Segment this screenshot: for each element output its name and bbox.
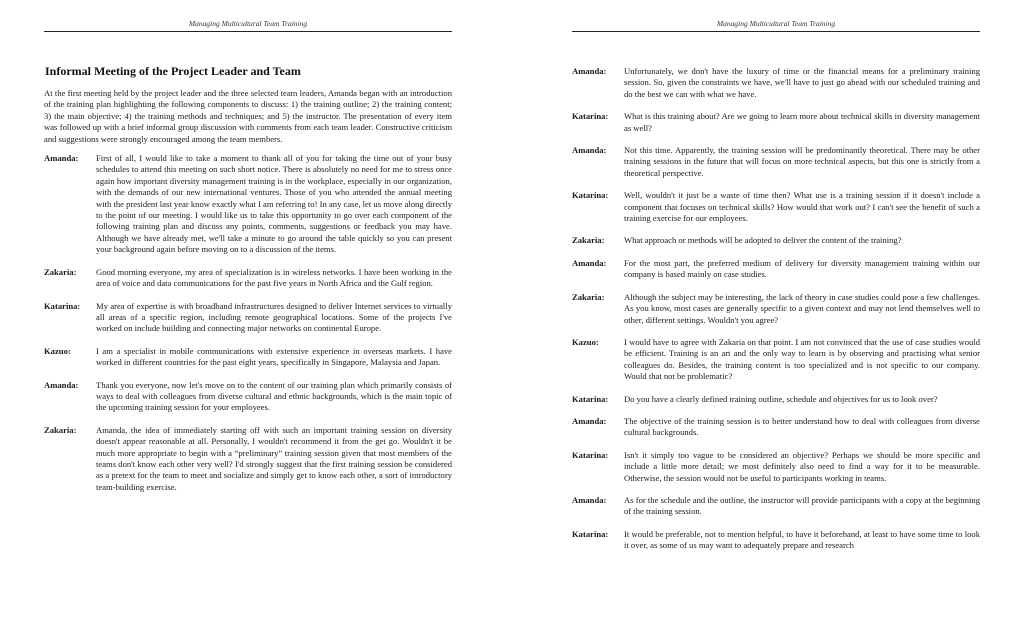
speaker-name: Amanda: [572,415,607,426]
speech-text: It would be preferable, not to mention helpful, to have it beforehand, at least to have some time to look it over, as some of us may want to adequately prepare and research [624,528,980,551]
dialogue-entry [572,235,980,246]
speech-text: What approach or methods will be adopted to deliver the content of the training? [624,235,902,246]
dialogue-entry [572,292,980,326]
right-content [572,66,980,563]
speech-text: What is this training about? Are we going to learn more about technical skills in diversity management as well? [624,111,980,133]
speech-text: Unfortunately, we don't have the luxury of time or the financial means for a preliminary training session. So, given the constraints we have, we'll have to just go ahead with our scheduled training and do the best we can with what we have. [624,66,980,99]
dialogue-entry [572,111,980,134]
speaker-name: Zakaria: [572,291,605,302]
dialogue-entry [44,425,452,493]
dialogue-entry [44,267,452,290]
dialogue-entry [572,450,980,484]
dialogue-entry [572,337,980,383]
speaker-name: Kazuo: [572,336,599,347]
dialogue-entry [44,346,452,369]
speech-text: Do you have a clearly defined training outline, schedule and objectives for us to look over? [624,393,938,404]
dialogue-entry [44,380,452,414]
running-header: Managing Multicultural Team Training [188,19,308,28]
speech-text: Thank you everyone, now let's move on to the content of our training plan which primarily consists of ways to deal with colleagues from diverse cultural and ethnic backgrounds, which is the main topic of the upcoming training session for your employees. [96,379,452,413]
speaker-name: Katarina: [572,393,609,404]
right-page [572,0,980,625]
speaker-name: Amanda: [44,379,79,390]
speaker-name: Zakaria: [572,235,605,246]
speaker-name: Kazuo: [44,345,71,356]
speaker-name: Amanda: [572,494,607,505]
speech-text: First of all, I would like to take a moment to thank all of you for taking the time out of your busy schedules to attend this meeting on such short notice. There is absolutely no need for me to stress once again how important diversity management training is in the workplace, especially in our organization, with the demands of our new international ventures. Those of you who attended the annual meeting with the president last year know exactly what I am referring to! In any case, let us move along directly to the point of our meeting. I would like us to take this opportunity to go over each component of the following training plan and discuss any points, comments, suggestions or feedback you may have. Although we have already met, we'll take a minute to go around the table quickly so you can present your background again before moving on to a discussion of the items. [96,153,452,255]
dialogue-entry [572,529,980,552]
speaker-name: Katarina: [572,449,609,460]
intro-paragraph: At the first meeting held by the project leader and the three selected team leaders, Amanda began with an introduction of the training plan highlighting the following components to discuss: 1) the training outline; 2) the training content; 3) the main objective; 4) the training methods and techniques; and 5) the instructor. The presentation of every item was followed up with a brief informal group discussion with comments from each team leader. Constructive criticism and suggestions were strongly encouraged among the team members. [44,88,452,144]
speech-text: As for the schedule and the outline, the instructor will provide participants with a copy at the beginning of the training session. [624,494,980,517]
speaker-name: Amanda: [44,153,79,164]
dialogue-entry [572,190,980,224]
section-title: Informal Meeting of the Project Leader and Team [45,64,301,78]
speaker-name: Zakaria: [44,424,77,435]
dialogue-entry [44,153,452,256]
dialogue-entry [572,258,980,281]
speech-text: Not this time. Apparently, the training session will be predominantly theoretical. There may be other training sessions in the future that will focus on more technical aspects, but this one is strictly from a theoretical perspective. [624,145,980,178]
speaker-name: Amanda: [572,66,607,76]
header-rule [44,31,452,32]
dialogue-entry [572,394,980,405]
dialogue-entry [572,495,980,518]
speech-text: The objective of the training session is to better understand how to deal with colleagues from diverse cultural backgrounds. [624,415,980,438]
dialogue-entry [572,416,980,439]
speaker-name: Katarina: [44,300,81,311]
speaker-name: Katarina: [572,528,609,539]
speaker-name: Katarina: [572,111,609,122]
speaker-name: Katarina: [572,190,609,201]
speech-text: I am a specialist in mobile communications with extensive experience in overseas markets. I have worked in different countries for the past eight years, specifically in Singapore, Malaysia and Japan. [96,345,452,368]
left-page [44,0,452,625]
speech-text: I would have to agree with Zakaria on that point. I am not convinced that the use of case studies would be efficient. Training is an art and the only way to learn is by observing and practising what senior colleagues do. Besides, the training content is too specialized and is not specific to our company. Would that not be problematic? [624,336,980,382]
speech-text: Well, wouldn't it just be a waste of time then? What use is a training session if it doesn't include a component that focuses on technical skills? How would that work out? I can't see the benefit of such a training exercise for our employees. [624,190,980,224]
speech-text: Isn't it simply too vague to be considered an objective? Perhaps we should be more specific and include a little more detail; we most definitely also need to find a way for it to be measurable. Otherwise, the session would not be useful to participants working in teams. [624,449,980,483]
left-content [44,88,452,504]
header-rule [572,31,980,32]
speech-text: Although the subject may be interesting, the lack of theory in case studies could pose a few challenges. As you know, most cases are generally specific to a given context and may not lend themselves well to other, different settings. Wouldn't you agree? [624,291,980,325]
running-header: Managing Multicultural Team Training [716,19,836,28]
speech-text: Amanda, the idea of immediately starting off with such an important training session on diversity doesn't appear reasonable at all. Personally, I wouldn't recommend it from the get go. Wouldn't it be much more appropriate to begin with a “preliminary” training session given that most members of the teams don't know each other very well? I'd strongly suggest that the first training session be considered as a pretext for the team to meet and socialize and simply get to know each other, a sort of introductory team-building exercise. [96,424,452,492]
dialogue-entry [572,145,980,179]
speaker-name: Amanda: [572,257,607,268]
dialogue-entry [44,301,452,335]
speech-text: Good morning everyone, my area of specialization is in wireless networks. I have been working in the area of voice and data communications for the past five years in North Africa and the Gulf region. [96,266,452,289]
speech-text: For the most part, the preferred medium of delivery for diversity management training within our company is based mainly on case studies. [624,257,980,280]
dialogue-entry [572,66,980,100]
speaker-name: Zakaria: [44,266,77,277]
speaker-name: Amanda: [572,145,607,156]
speech-text: My area of expertise is with broadband infrastructures designed to deliver Internet services to virtually all areas of a specific region, including remote geographical locations. Some of the projects I've worked on include building and connecting major networks on continental Europe. [96,300,452,334]
